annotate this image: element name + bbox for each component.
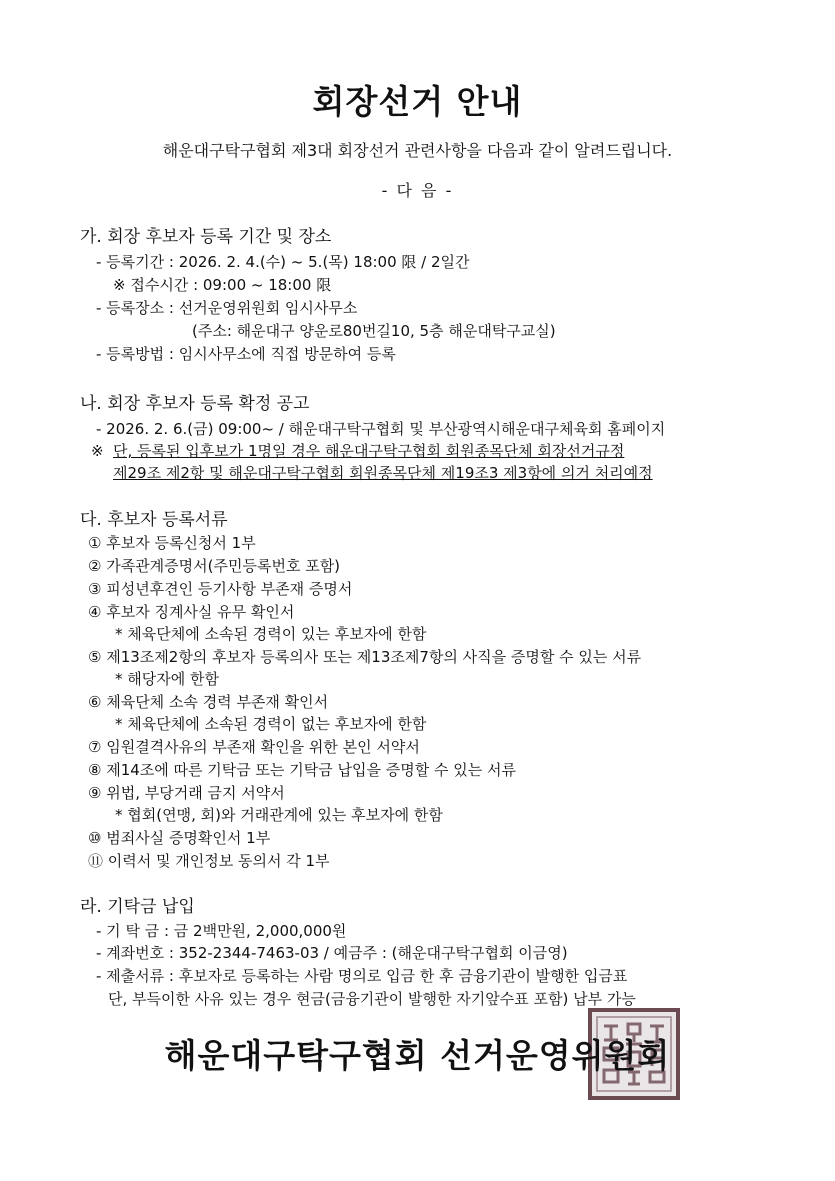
section-ra-line: - 제출서류 : 후보자로 등록하는 사람 명의로 입금 한 후 금융기관이 발행한 입금표 (96, 967, 628, 985)
document-item: ⑥ 체육단체 소속 경력 부존재 확인서 (88, 693, 329, 711)
page-title: 회장선거 안내 (312, 82, 523, 121)
section-na-note: 단, 등록된 입후보가 1명일 경우 해운대구탁구협회 회원종목단체 회장선거규정 (113, 442, 625, 460)
document-item: ① 후보자 등록신청서 1부 (88, 534, 256, 552)
section-na-note: 제29조 제2항 및 해운대구탁구협회 회원종목단체 제19조3 제3항에 의거 처리예정 (113, 464, 653, 482)
document-item: ⑦ 임원결격사유의 부존재 확인을 위한 본인 서약서 (88, 738, 420, 756)
notice-mark: ※ (91, 442, 104, 460)
section-ra-line: - 계좌번호 : 352-2344-7463-03 / 예금주 : (해운대구탁구협회 이금영) (96, 944, 568, 962)
document-item: ⑨ 위법, 부당거래 금지 서약서 (88, 784, 285, 802)
section-ga-line: (주소: 해운대구 양운로80번길10, 5층 해운대탁구교실) (192, 322, 556, 340)
section-ga-line: - 등록기간 : 2026. 2. 4.(수) ~ 5.(목) 18:00 限 / 2일간 (96, 253, 470, 271)
document-item: ③ 피성년후견인 등기사항 부존재 증명서 (88, 580, 353, 598)
section-ga-line: - 등록방법 : 임시사무소에 직접 방문하여 등록 (96, 345, 396, 363)
section-ga-heading: 가. 회장 후보자 등록 기간 및 장소 (80, 227, 332, 247)
section-na-line: - 2026. 2. 6.(금) 09:00~ / 해운대구탁구협회 및 부산광역시해운대구체육회 홈페이지 (96, 420, 666, 438)
document-item: ⑩ 범죄사실 증명확인서 1부 (88, 829, 271, 847)
document-item-note: * 해당자에 한함 (115, 670, 219, 688)
document-item: ④ 후보자 징계사실 유무 확인서 (88, 603, 295, 621)
document-item: ⑤ 제13조제2항의 후보자 등록의사 또는 제13조제7항의 사직을 증명할 수 있는 서류 (88, 648, 642, 666)
section-ga-line: ※ 접수시간 : 09:00 ~ 18:00 限 (113, 276, 332, 294)
divider-text: - 다 음 - (381, 181, 454, 200)
section-ra-line: 단, 부득이한 사유 있는 경우 현금(금융기관이 발행한 자기앞수표 포함) 납부 가능 (108, 990, 636, 1008)
document-item-note: * 협회(연맹, 회)와 거래관계에 있는 후보자에 한함 (115, 806, 443, 824)
section-ga-line: - 등록장소 : 선거운영위원회 임시사무소 (96, 299, 358, 317)
document-item: ⑪ 이력서 및 개인정보 동의서 각 1부 (88, 852, 330, 870)
footer-signature: 해운대구탁구협회 선거운영위원회 (164, 1036, 671, 1075)
section-da-heading: 다. 후보자 등록서류 (80, 510, 228, 530)
section-ra-heading: 라. 기탁금 납입 (80, 897, 195, 917)
document-item-note: * 체육단체에 소속된 경력이 없는 후보자에 한함 (115, 715, 427, 733)
document-item-note: * 체육단체에 소속된 경력이 있는 후보자에 한함 (115, 625, 427, 643)
document-item: ⑧ 제14조에 따른 기탁금 또는 기탁금 납입을 증명할 수 있는 서류 (88, 761, 516, 779)
section-ra-line: - 기 탁 금 : 금 2백만원, 2,000,000원 (96, 922, 347, 940)
intro-text: 해운대구탁구협회 제3대 회장선거 관련사항을 다음과 같이 알려드립니다. (162, 141, 673, 160)
document-item: ② 가족관계증명서(주민등록번호 포함) (88, 557, 341, 575)
section-na-heading: 나. 회장 후보자 등록 확정 공고 (80, 394, 310, 414)
